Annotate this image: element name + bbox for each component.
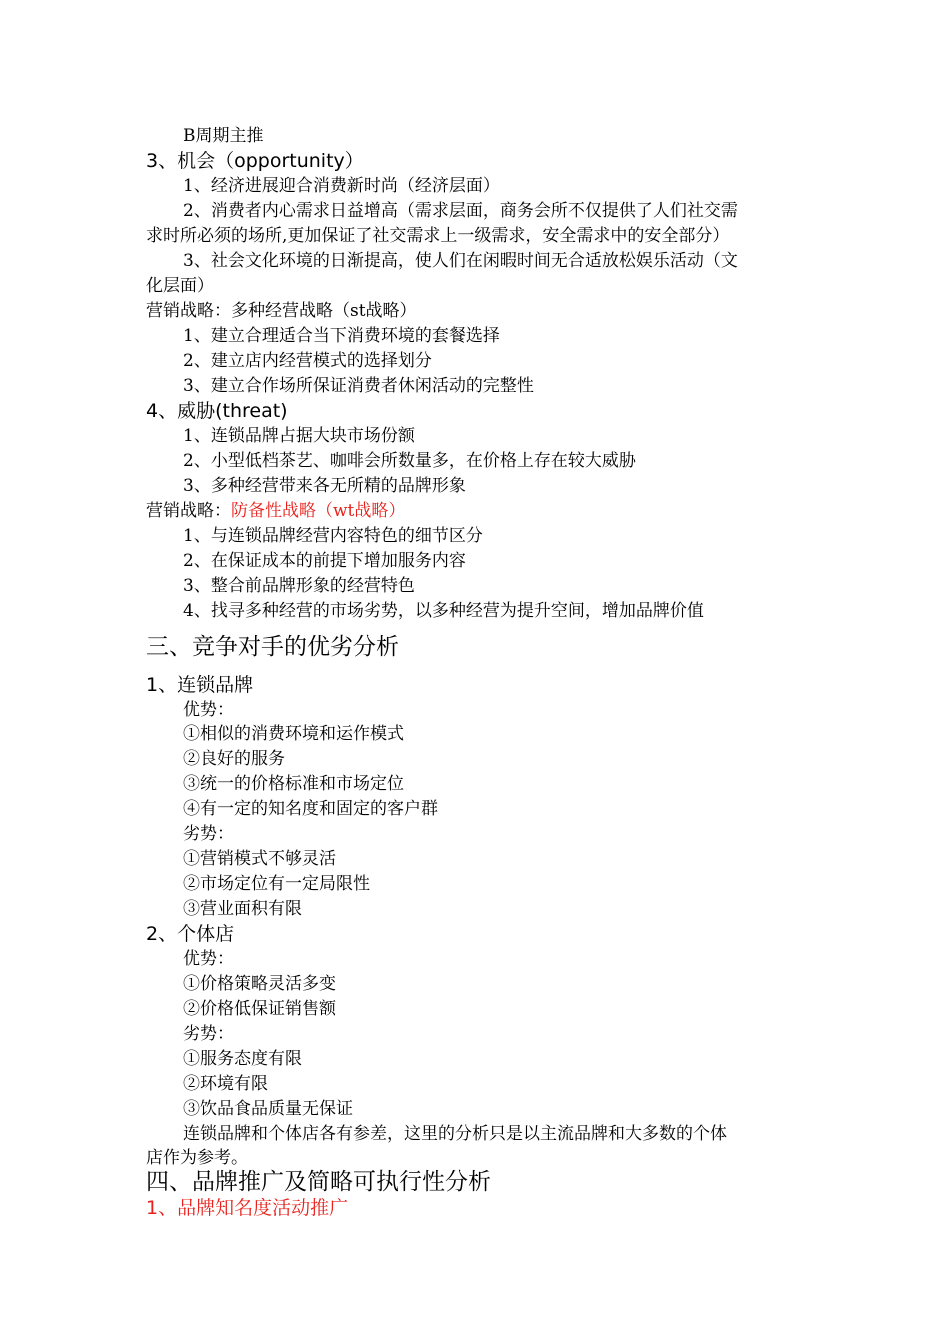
text-line: 1、连锁品牌占据大块市场份额 xyxy=(183,426,415,446)
text-line: 2、在保证成本的前提下增加服务内容 xyxy=(183,551,466,571)
strategy-label: 营销战略： xyxy=(146,501,231,521)
list-item: ③营业面积有限 xyxy=(183,899,302,919)
section-heading-opportunity: 3、机会（opportunity） xyxy=(146,150,364,172)
list-item: ①服务态度有限 xyxy=(183,1049,302,1069)
list-item: ①营销模式不够灵活 xyxy=(183,849,336,869)
strategy-line: 营销战略：多种经营战略（st战略） xyxy=(146,301,417,321)
list-item: ②环境有限 xyxy=(183,1074,268,1094)
chapter-heading-competitor-analysis: 三、竞争对手的优劣分析 xyxy=(146,634,399,660)
strategy-highlight: 防备性战略（wt战略） xyxy=(231,501,406,521)
section-heading-independent-store: 2、个体店 xyxy=(146,923,235,945)
list-item: ①价格策略灵活多变 xyxy=(183,974,336,994)
list-item: ③统一的价格标准和市场定位 xyxy=(183,774,404,794)
text-line: 连锁品牌和个体店各有参差，这里的分析只是以主流品牌和大多数的个体 xyxy=(183,1124,727,1144)
text-line: B周期主推 xyxy=(183,126,264,146)
list-item: ②良好的服务 xyxy=(183,749,285,769)
text-line: 3、社会文化环境的日渐提高，使人们在闲暇时间无合适放松娱乐活动（文 xyxy=(183,251,738,271)
text-line: 2、建立店内经营模式的选择划分 xyxy=(183,351,432,371)
section-heading-chain-brand: 1、连锁品牌 xyxy=(146,674,254,696)
text-line: 劣势： xyxy=(183,824,234,844)
strategy-line xyxy=(146,499,405,523)
text-line: 3、多种经营带来各无所精的品牌形象 xyxy=(183,476,466,496)
text-line: 优势： xyxy=(183,700,234,720)
section-heading-threat: 4、威胁(threat) xyxy=(146,400,288,422)
text-line: 1、建立合理适合当下消费环境的套餐选择 xyxy=(183,326,500,346)
list-item: ③饮品食品质量无保证 xyxy=(183,1099,353,1119)
text-line: 劣势： xyxy=(183,1024,234,1044)
list-item: ②价格低保证销售额 xyxy=(183,999,336,1019)
list-item: ④有一定的知名度和固定的客户群 xyxy=(183,799,438,819)
text-line: 优势： xyxy=(183,949,234,969)
text-line: 4、找寻多种经营的市场劣势，以多种经营为提升空间，增加品牌价值 xyxy=(183,601,704,621)
list-item: ①相似的消费环境和运作模式 xyxy=(183,724,404,744)
text-line: 2、小型低档茶艺、咖啡会所数量多，在价格上存在较大威胁 xyxy=(183,451,636,471)
list-item: ②市场定位有一定局限性 xyxy=(183,874,370,894)
text-line: 1、经济进展迎合消费新时尚（经济层面） xyxy=(183,176,500,196)
text-line: 化层面） xyxy=(146,276,214,296)
text-line: 3、整合前品牌形象的经营特色 xyxy=(183,576,415,596)
text-line: 2、消费者内心需求日益增高（需求层面，商务会所不仅提供了人们社交需 xyxy=(183,201,738,221)
section-heading-brand-awareness: 1、品牌知名度活动推广 xyxy=(146,1197,349,1219)
text-line: 1、与连锁品牌经营内容特色的细节区分 xyxy=(183,526,483,546)
chapter-heading-brand-promotion: 四、品牌推广及简略可执行性分析 xyxy=(146,1169,491,1195)
text-line: 3、建立合作场所保证消费者休闲活动的完整性 xyxy=(183,376,534,396)
text-line: 店作为参考。 xyxy=(146,1148,248,1168)
text-line: 求时所必须的场所,更加保证了社交需求上一级需求，安全需求中的安全部分） xyxy=(146,226,730,246)
